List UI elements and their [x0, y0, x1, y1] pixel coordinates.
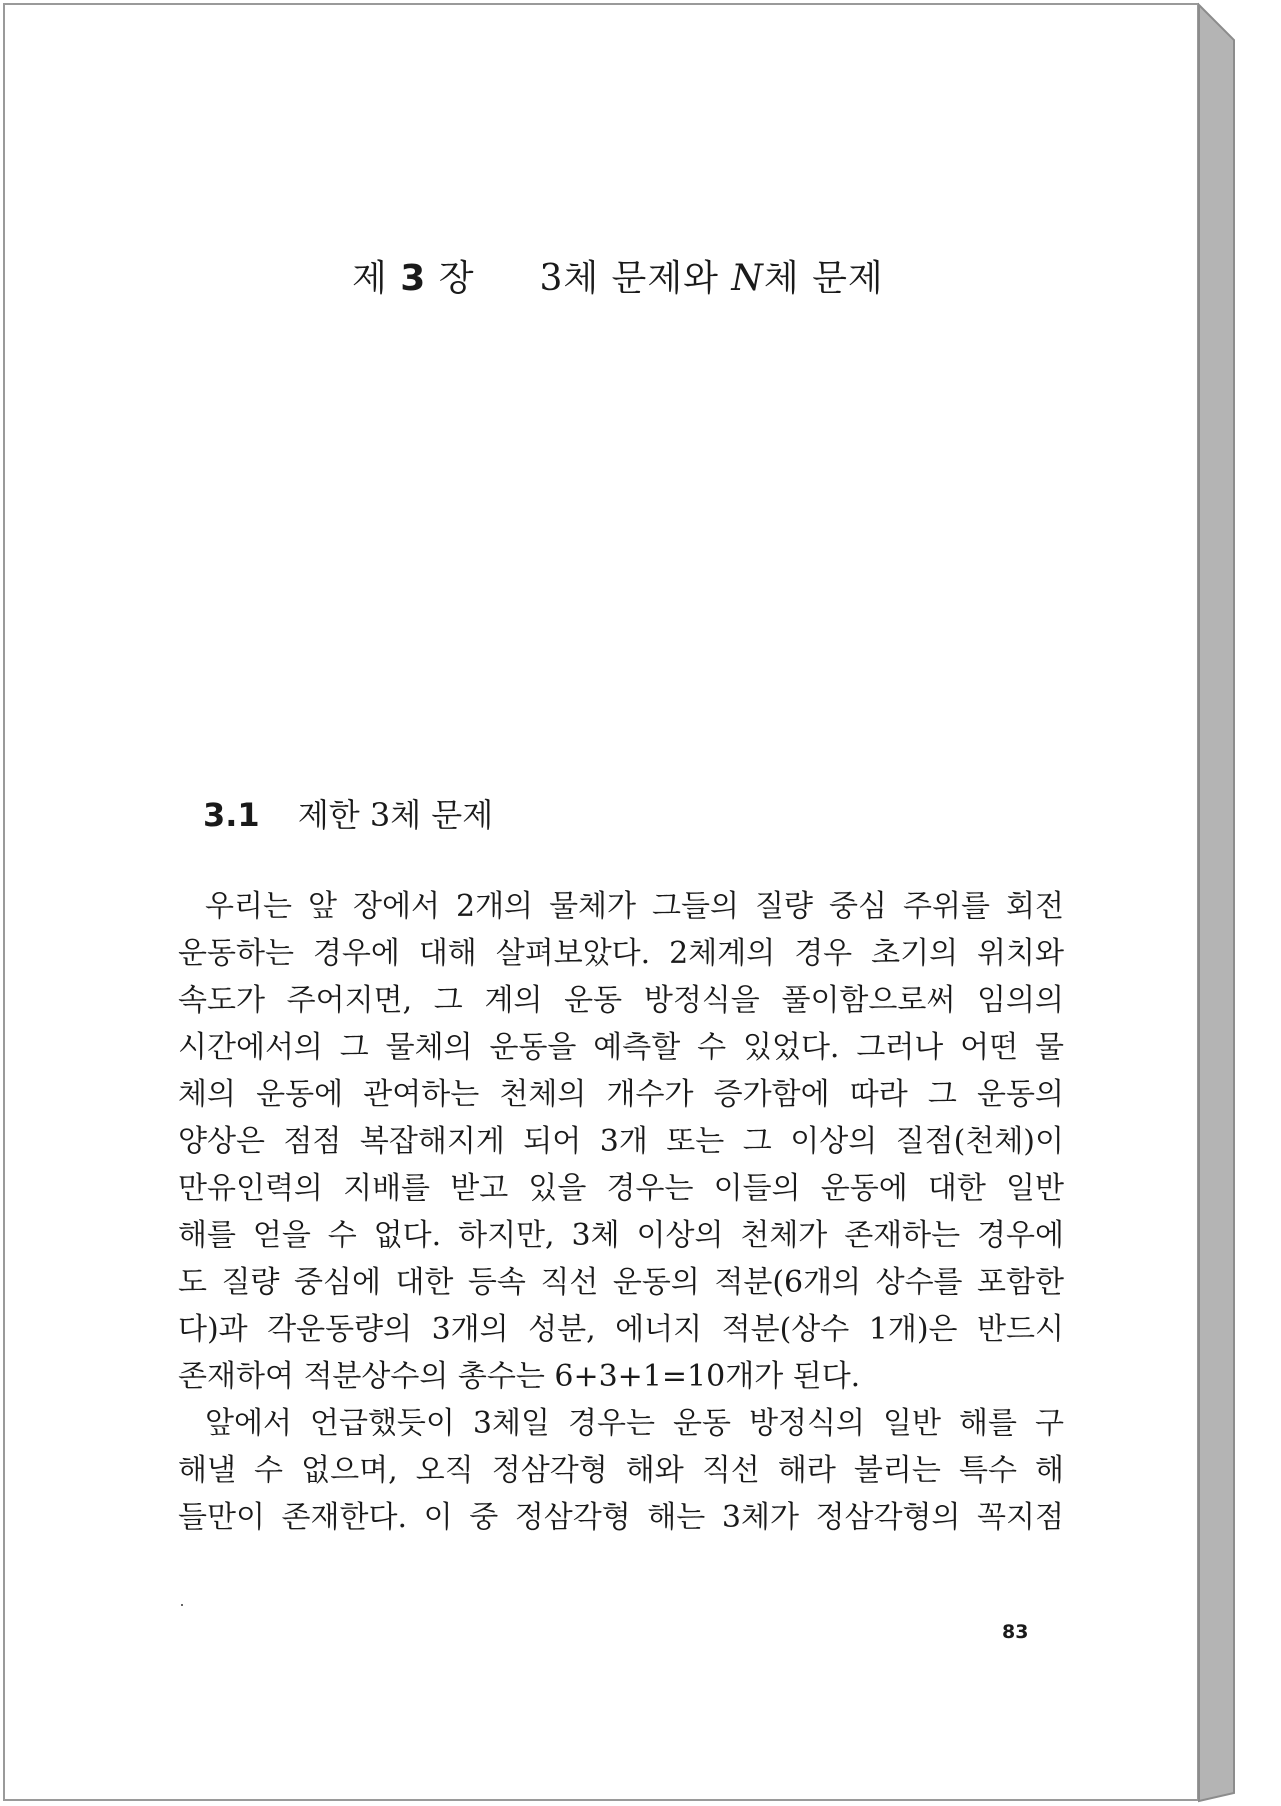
text-line: 존재하여 적분상수의 총수는 6+3+1=10개가 된다. — [178, 1359, 861, 1394]
text-line: 속도가 주어지면, 그 계의 운동 방정식을 풀이함으로써 임의의 — [178, 983, 1064, 1018]
text-line: 해를 얻을 수 없다. 하지만, 3체 이상의 천체가 존재하는 경우에 — [178, 1218, 1064, 1253]
chapter-label-prefix: 제 — [352, 258, 388, 299]
text-line: 양상은 점점 복잡해지게 되어 3개 또는 그 이상의 질점(천체)이 — [178, 1124, 1064, 1159]
section-title: 제한 3체 문제 — [297, 796, 494, 834]
scan-speck — [181, 1604, 183, 1606]
text-line: 시간에서의 그 물체의 운동을 예측할 수 있었다. 그러나 어떤 물 — [178, 1030, 1064, 1065]
text-line: 들만이 존재한다. 이 중 정삼각형 해는 3체가 정삼각형의 꼭지점 — [178, 1500, 1064, 1535]
chapter-number: 3 — [400, 258, 427, 299]
text-line: 운동하는 경우에 대해 살펴보았다. 2체계의 경우 초기의 위치와 — [178, 936, 1065, 971]
page-number: 83 — [1002, 1621, 1029, 1643]
section-heading — [203, 790, 493, 836]
text-line: 해낼 수 없으며, 오직 정삼각형 해와 직선 해라 불리는 특수 해 — [178, 1453, 1064, 1488]
text-line: 도 질량 중심에 대한 등속 직선 운동의 적분(6개의 상수를 포함한 — [178, 1265, 1064, 1300]
text-line: 우리는 앞 장에서 2개의 물체가 그들의 질량 중심 주위를 회전 — [205, 889, 1064, 924]
section-number: 3.1 — [203, 796, 260, 834]
text-line: 다)과 각운동량의 3개의 성분, 에너지 적분(상수 1개)은 반드시 — [178, 1312, 1064, 1347]
text-line: 만유인력의 지배를 받고 있을 경우는 이들의 운동에 대한 일반 — [178, 1171, 1064, 1206]
chapter-title-italic: N — [731, 258, 764, 299]
chapter-title — [352, 250, 884, 301]
text-line: 체의 운동에 관여하는 천체의 개수가 증가함에 따라 그 운동의 — [178, 1077, 1064, 1112]
paragraph — [178, 883, 1064, 1400]
chapter-label-suffix: 장 — [438, 258, 475, 299]
chapter-title-part1: 3체 문제와 — [539, 258, 732, 299]
text-line: 앞에서 언급했듯이 3체일 경우는 운동 방정식의 일반 해를 구 — [205, 1406, 1064, 1441]
chapter-title-part2: 체 문제 — [763, 258, 884, 299]
body-text — [178, 883, 1064, 1541]
paragraph — [178, 1400, 1064, 1541]
